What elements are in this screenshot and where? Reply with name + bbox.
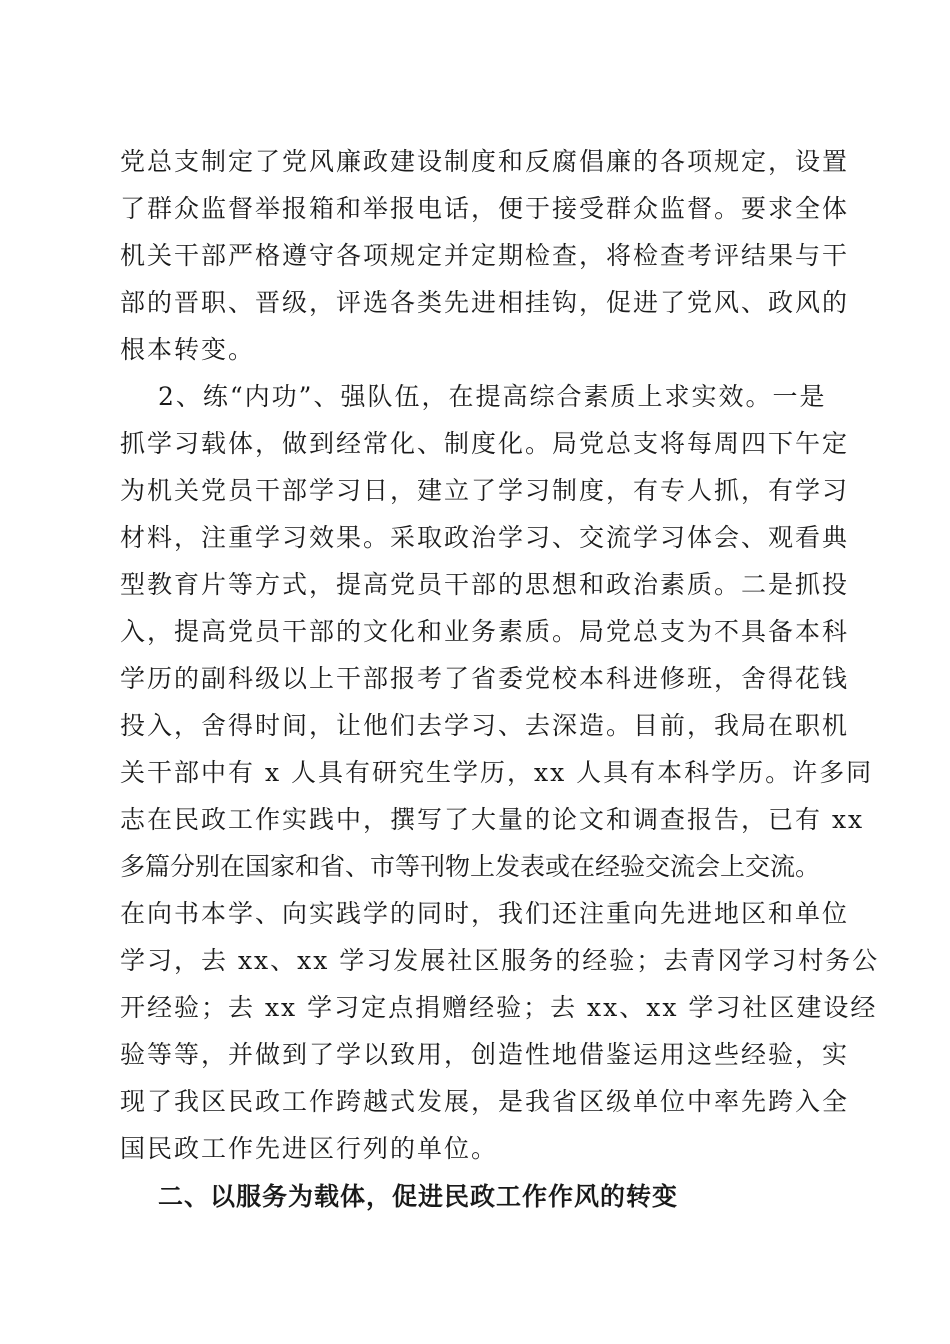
text-line: 根本转变。 bbox=[120, 335, 256, 364]
text-line: 开经验；去 xx 学习定点捐赠经验；去 xx、xx 学习社区建设经 bbox=[120, 993, 878, 1022]
text-line: 部的晋职、晋级，评选各类先进相挂钩，促进了党风、政风的 bbox=[120, 288, 850, 317]
text-line: 2、练“内功”、强队伍，在提高综合素质上求实效。一是 bbox=[158, 382, 827, 411]
text-line: 学习，去 xx、xx 学习发展社区服务的经验；去青冈学习村务公 bbox=[120, 946, 880, 975]
text-line: 在向书本学、向实践学的同时，我们还注重向先进地区和单位 bbox=[120, 899, 850, 928]
text-line: 抓学习载体，做到经常化、制度化。局党总支将每周四下午定 bbox=[120, 429, 850, 458]
text-line: 型教育片等方式，提高党员干部的思想和政治素质。二是抓投 bbox=[120, 570, 850, 599]
text-line: 材料，注重学习效果。采取政治学习、交流学习体会、观看典 bbox=[120, 523, 850, 552]
text-line: 机关干部严格遵守各项规定并定期检查，将检查考评结果与干 bbox=[120, 241, 850, 270]
text-line: 学历的副科级以上干部报考了省委党校本科进修班，舍得花钱 bbox=[120, 664, 850, 693]
section-heading: 二、以服务为载体，促进民政工作作风的转变 bbox=[158, 1182, 679, 1211]
text-line: 多篇分别在国家和省、市等刊物上发表或在经验交流会上交流。 bbox=[120, 852, 821, 881]
text-line: 国民政工作先进区行列的单位。 bbox=[120, 1134, 499, 1163]
text-line: 为机关党员干部学习日，建立了学习制度，有专人抓，有学习 bbox=[120, 476, 850, 505]
text-line: 入，提高党员干部的文化和业务素质。局党总支为不具备本科 bbox=[120, 617, 850, 646]
text-line: 投入，舍得时间，让他们去学习、去深造。目前，我局在职机 bbox=[120, 711, 850, 740]
text-line: 验等等，并做到了学以致用，创造性地借鉴运用这些经验，实 bbox=[120, 1040, 850, 1069]
text-line: 了群众监督举报箱和举报电话，便于接受群众监督。要求全体 bbox=[120, 194, 850, 223]
text-line: 关干部中有 x 人具有研究生学历，xx 人具有本科学历。许多同 bbox=[120, 758, 874, 787]
text-line: 现了我区民政工作跨越式发展，是我省区级单位中率先跨入全 bbox=[120, 1087, 850, 1116]
text-line: 志在民政工作实践中，撰写了大量的论文和调查报告，已有 xx bbox=[120, 805, 865, 834]
text-line: 党总支制定了党风廉政建设制度和反腐倡廉的各项规定，设置 bbox=[120, 147, 850, 176]
